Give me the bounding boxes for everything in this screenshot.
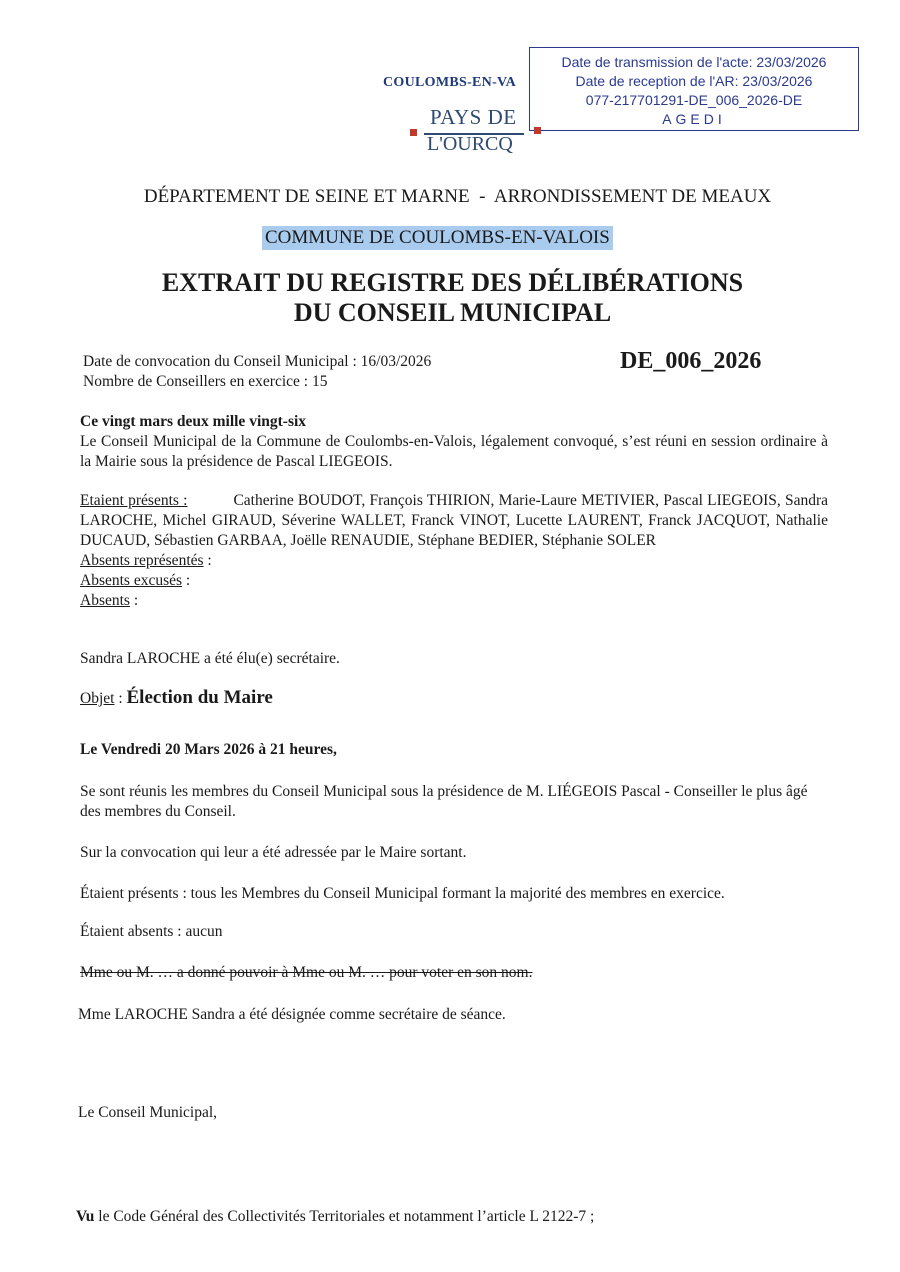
body-conseil: Le Conseil Municipal, — [78, 1104, 218, 1121]
excused-line: Absents excusés : — [80, 572, 191, 589]
commune-header-text: COULOMBS-EN-VA — [383, 75, 517, 90]
presents-paragraph — [80, 491, 828, 551]
presents-label: Etaient présents : — [80, 492, 188, 509]
body-presents: Étaient présents : tous les Membres du Conseil Municipal formant la majorité des membres en exercice. — [80, 885, 725, 902]
objet-label: Objet — [80, 690, 115, 707]
logo-red-square-right — [534, 127, 541, 134]
body-reunion: Se sont réunis les membres du Conseil Municipal sous la présidence de M. LIÉGEOIS Pascal - Conseiller le plus âgé des membres du Conseil. — [80, 783, 808, 820]
body-date: Le Vendredi 20 Mars 2026 à 21 heures, — [80, 741, 337, 758]
objet-line: Objet : Élection du Maire — [80, 687, 273, 708]
document-title — [0, 268, 900, 328]
vu-label: Vu — [76, 1208, 95, 1225]
title-line1: EXTRAIT DU REGISTRE DES DÉLIBÉRATIONS — [161, 268, 744, 297]
commune-heading: COMMUNE DE COULOMBS-EN-VALOIS — [262, 226, 613, 250]
attendance-block — [80, 491, 828, 611]
convocation-date: Date de convocation du Conseil Municipal : 16/03/2026 — [83, 353, 432, 370]
session-block — [80, 412, 828, 472]
stamp-agency: AGEDI — [662, 111, 726, 127]
session-intro: Le Conseil Municipal de la Commune de Coulombs-en-Valois, légalement convoqué, s’est réuni en session ordinaire à la Mairie sous la présidence de Pascal LIEGEOIS. — [80, 433, 828, 470]
department-heading: DÉPARTEMENT DE SEINE ET MARNE - ARRONDISSEMENT DE MEAUX — [143, 186, 772, 207]
body-convocation: Sur la convocation qui leur a été adressée par le Maire sortant. — [80, 844, 467, 861]
conseillers-count: Nombre de Conseillers en exercice : 15 — [83, 373, 328, 390]
body-absents: Étaient absents : aucun — [80, 923, 223, 940]
body-secretaire: Mme LAROCHE Sandra a été désignée comme secrétaire de séance. — [78, 1006, 506, 1023]
session-date: Ce vingt mars deux mille vingt-six — [80, 413, 307, 430]
presents-list: Catherine BOUDOT, François THIRION, Marie-Laure METIVIER, Pascal LIEGEOIS, Sandra LAROCHE, Michel GIRAUD, Séverine WALLET, Franck VINOT, Lucette LAURENT, Franck JACQUOT, Nathalie DUCAUD, Sébastien GARBAA, Joëlle RENAUDIE, Stéphane BEDIER, Stéphanie SOLER — [80, 492, 828, 549]
represented-label: Absents représentés — [80, 552, 204, 569]
pays-de-lourcq-logo — [410, 105, 540, 160]
vu-text: le Code Général des Collectivités Territoriales et notamment l’article L 2122-7 ; — [94, 1208, 595, 1225]
stamp-reception-date: Date de reception de l'AR: 23/03/2026 — [575, 73, 813, 89]
objet-title: Élection du Maire — [126, 687, 273, 708]
logo-line1: PAYS DE — [430, 105, 517, 129]
stamp-reference: 077-217701291-DE_006_2026-DE — [585, 92, 803, 108]
title-line2: DU CONSEIL MUNICIPAL — [293, 298, 612, 327]
represented-line: Absents représentés : — [80, 552, 212, 569]
deliberation-id: DE_006_2026 — [620, 348, 762, 374]
absents-label: Absents — [80, 592, 130, 609]
transmission-stamp — [529, 47, 859, 131]
body-pouvoir-struck: Mme ou M. … a donné pouvoir à Mme ou M. … pour voter en son nom. — [80, 964, 533, 981]
secretary-elected: Sandra LAROCHE a été élu(e) secrétaire. — [80, 650, 340, 667]
body-vu — [76, 1207, 594, 1227]
logo-red-square-left — [410, 129, 417, 136]
absents-line: Absents : — [80, 592, 139, 609]
logo-line2: L'OURCQ — [427, 133, 513, 155]
convocation-info — [83, 352, 431, 392]
excused-label: Absents excusés — [80, 572, 183, 589]
stamp-transmission-date: Date de transmission de l'acte: 23/03/2026 — [561, 54, 827, 70]
